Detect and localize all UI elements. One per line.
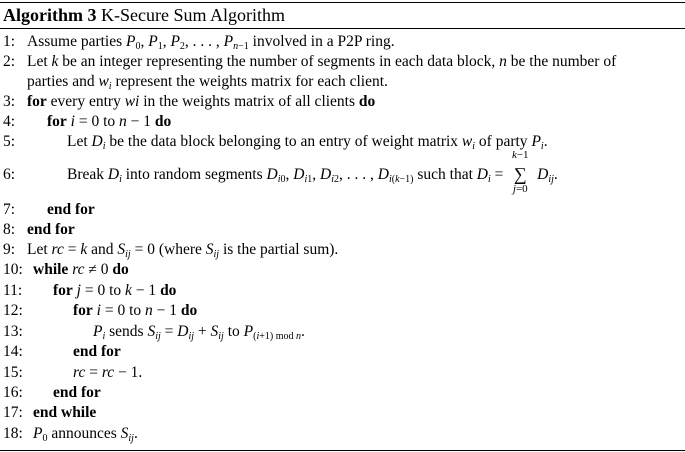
line-text: end while xyxy=(33,404,97,421)
title-rule xyxy=(0,28,685,29)
algorithm-label: Algorithm 3 xyxy=(3,5,97,25)
line-text: end for xyxy=(53,384,101,401)
line-number: 10: xyxy=(3,261,23,278)
line-number: 15: xyxy=(3,364,23,381)
line-text: Break $D_i$ into random segments $D_{i0}$, $D_{i1}$, $D_{i2}$, . . . , $D_{i(k-1)}$ such that $D_i$ = k−1 ∑ j=0 $D_{ij}$. xyxy=(67,149,558,196)
line-number: 13: xyxy=(3,323,23,340)
line-text: end for xyxy=(73,343,121,360)
line-number: 2: xyxy=(3,53,16,70)
line-text: for i = 0 to n − 1 do xyxy=(47,113,172,130)
algorithm-name: K-Secure Sum Algorithm xyxy=(101,5,285,25)
line-number: 12: xyxy=(3,302,23,319)
line-number: 4: xyxy=(3,113,16,130)
line-text: while rc ≠ 0 do xyxy=(33,261,129,278)
line-text: rc = rc − 1. xyxy=(73,364,143,381)
line-text: end for xyxy=(27,221,75,238)
line-text: $P_i$ sends $S_{ij} = D_{ij} + S_{ij}$ to $P_{(i+1) mod n}$. xyxy=(93,323,305,342)
line-text: for i = 0 to n − 1 do xyxy=(73,302,198,319)
line-number: 18: xyxy=(3,425,23,442)
line-text: for every entry wi in the weights matrix of all clients do xyxy=(27,93,376,110)
line-number: 17: xyxy=(3,404,23,421)
line-number: 16: xyxy=(3,384,23,401)
line-number: 11: xyxy=(3,282,23,299)
line-text: Assume parties $P_0$, $P_1$, $P_2$, . . . , $P_{n-1}$ involved in a P2P ring. xyxy=(27,33,395,52)
line-text: end for xyxy=(47,201,95,218)
line-text: Let $D_i$ be the data block belonging to an entry of weight matrix $w_i$ of party $P_i$. xyxy=(67,133,548,152)
line-text: for j = 0 to k − 1 do xyxy=(53,282,177,299)
line-text: parties and $w_i$ represent the weights matrix for each client. xyxy=(27,73,388,92)
line-number: 8: xyxy=(3,221,16,238)
line-text: Let k be an integer representing the number of segments in each data block, n be the number of xyxy=(27,53,617,70)
bottom-rule xyxy=(0,450,685,451)
line-number: 7: xyxy=(3,201,16,218)
line-number: 5: xyxy=(3,133,16,150)
summation-symbol: k−1 ∑ j=0 xyxy=(511,149,529,196)
line-number: 3: xyxy=(3,93,16,110)
line-text: Let rc = k and $S_{ij} = 0$ (where $S_{ij}$ is the partial sum). xyxy=(27,241,339,260)
top-rule xyxy=(0,2,685,3)
line-number: 6: xyxy=(3,166,16,183)
line-number: 1: xyxy=(3,33,16,50)
line-number: 14: xyxy=(3,343,23,360)
line-text: $P_0$ announces $S_{ij}$. xyxy=(33,425,138,444)
line-number: 9: xyxy=(3,241,16,258)
algorithm-title xyxy=(3,4,285,26)
